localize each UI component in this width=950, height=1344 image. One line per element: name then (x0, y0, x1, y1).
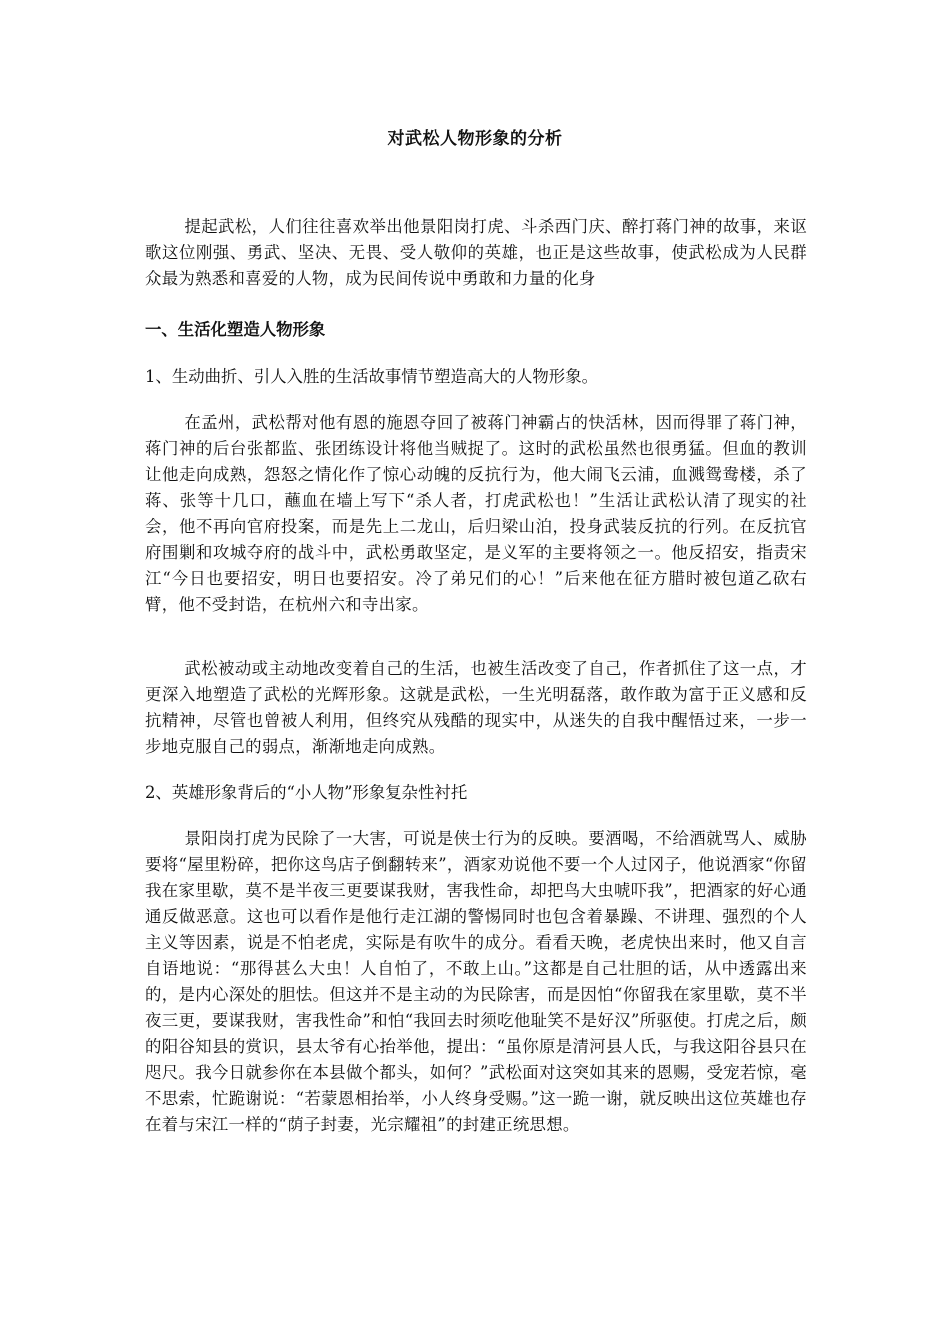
subsection-1-paragraph-1: 在孟州，武松帮对他有恩的施恩夺回了被蒋门神霸占的快活林，因而得罪了蒋门神，蒋门神的后台张都监、张团练设计将他当贼捉了。这时的武松虽然也很勇猛。但血的教训让他走向成熟，怨怒之情化作了惊心动魄的反抗行为，他大闹飞云浦，血溅鸳鸯楼，杀了蒋、张等十几口，蘸血在墙上写下“杀人者，打虎武松也！”生活让武松认清了现实的社会，他不再向官府投案，而是先上二龙山，后归梁山泊，投身武装反抗的行列。在反抗官府围剿和攻城夺府的战斗中，武松勇敢坚定，是义军的主要将领之一。他反招安，指责宋江“今日也要招安，明日也要招安。冷了弟兄们的心！”后来他在征方腊时被包道乙砍右臂，他不受封诰，在杭州六和寺出家。 (145, 413, 807, 614)
intro-paragraph: 提起武松，人们往往喜欢举出他景阳岗打虎、斗杀西门庆、醉打蒋门神的故事，来讴歌这位刚强、勇武、坚决、无畏、受人敬仰的英雄，也正是这些故事，使武松成为人民群众最为熟悉和喜爱的人物，成为民间传说中勇敢和力量的化身 (145, 217, 807, 288)
subsection-2-paragraph-1: 景阳岗打虎为民除了一大害，可说是侠士行为的反映。要酒喝，不给酒就骂人、威胁要将“屋里粉碎，把你这鸟店子倒翻转来”，酒家劝说他不要一个人过冈子，他说酒家“你留我在家里歇，莫不是半夜三更要谋我财，害我性命，却把鸟大虫唬吓我”，把酒家的好心通通反做恶意。这也可以看作是他行走江湖的警惕同时也包含着暴躁、不讲理、强烈的个人主义等因素，说是不怕老虎，实际是有吹牛的成分。看看天晚，老虎快出来时，他又自言自语地说：“那得甚么大虫！人自怕了，不敢上山。”这都是自己壮胆的话，从中透露出来的，是内心深处的胆怯。但这并不是主动的为民除害，而是因怕“你留我在家里歇，莫不半夜三更，要谋我财，害我性命”和怕“我回去时须吃他耻笑不是好汉”所驱使。打虎之后，颇的阳谷知县的赏识，县太爷有心抬举他，提出：“虽你原是清河县人氏，与我这阳谷县只在咫尺。我今日就参你在本县做个都头，如何？”武松面对这突如其来的恩赐，受宠若惊，毫不思索，忙跪谢说：“若蒙恩相抬举，小人终身受赐。”这一跪一谢，就反映出这位英雄也存在着与宋江一样的“荫子封妻，光宗耀祖”的封建正统思想。 (145, 829, 807, 1134)
section-heading-1: 一、生活化塑造人物形象 (145, 320, 326, 339)
subsection-1-paragraph-2: 武松被动或主动地改变着自己的生活，也被生活改变了自己，作者抓住了这一点，才更深入地塑造了武松的光辉形象。这就是武松，一生光明磊落，敢作敢为富于正义感和反抗精神，尽管也曾被人利用，但终究从残酷的现实中，从迷失的自我中醒悟过来，一步一步地克服自己的弱点，渐渐地走向成熟。 (145, 659, 807, 756)
document-title: 对武松人物形象的分析 (387, 129, 563, 149)
subsection-heading-1: 1、生动曲折、引人入胜的生活故事情节塑造高大的人物形象。 (145, 367, 598, 386)
subsection-heading-2: 2、英雄形象背后的“小人物”形象复杂性衬托 (145, 783, 468, 802)
